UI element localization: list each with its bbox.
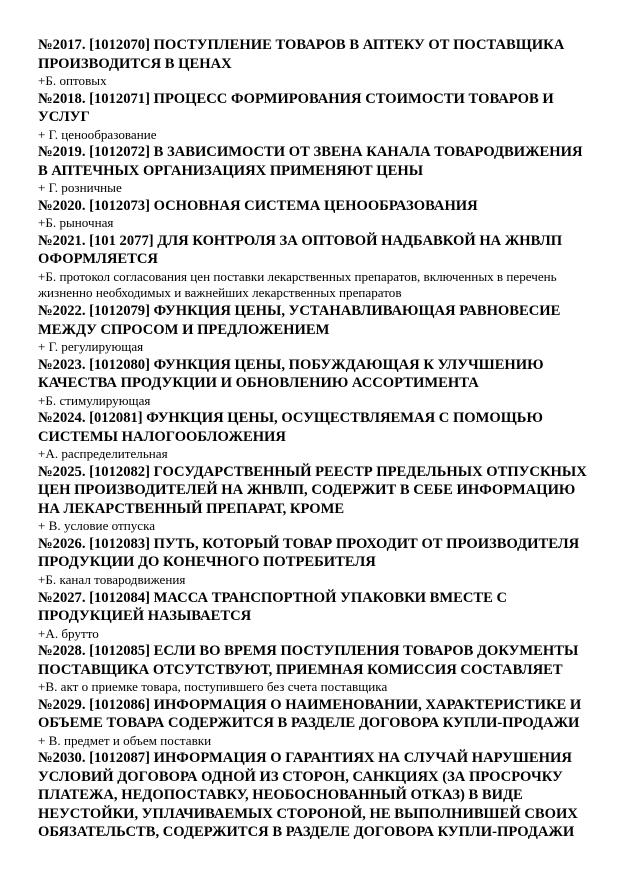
question-text: №2020. [1012073] ОСНОВНАЯ СИСТЕМА ЦЕНООБРАЗОВАНИЯ [38,197,478,214]
answer-text: + Г. розничные [38,180,122,196]
question-text: №2018. [1012071] ПРОЦЕСС ФОРМИРОВАНИЯ СТОИМОСТИ ТОВАРОВ И УСЛУГ [38,90,554,126]
answer-text: +Б. стимулирующая [38,392,151,408]
question-item [38,535,590,589]
question-item [38,197,590,232]
answer-text: +Б. протокол согласования цен поставки лекарственных препаратов, включенных в перечень жизненно необходимых и важнейших лекарственных препаратов [38,268,557,301]
question-text: №2024. [012081] ФУНКЦИЯ ЦЕНЫ, ОСУЩЕСТВЛЯЕМАЯ С ПОМОЩЬЮ СИСТЕМЫ НАЛОГООБЛОЖЕНИЯ [38,410,543,445]
answer-text: +А. распределительная [38,446,168,462]
question-item [38,749,590,842]
question-item [38,642,590,696]
document-page [38,36,590,842]
question-text: №2026. [1012083] ПУТЬ, КОТОРЫЙ ТОВАР ПРОХОДИТ ОТ ПРОИЗВОДИТЕЛЯ ПРОДУКЦИИ ДО КОНЕЧНОГО ПОТРЕБИТЕЛЯ [38,535,580,571]
question-text: №2023. [1012080] ФУНКЦИЯ ЦЕНЫ, ПОБУЖДАЮЩАЯ К УЛУЧШЕНИЮ КАЧЕСТВА ПРОДУКЦИИ И ОБНОВЛЕНИЮ АССОРТИМЕНТА [38,356,544,392]
answer-text: + В. предмет и объем поставки [38,732,212,748]
answer-text: + В. условие отпуска [38,518,156,534]
question-text: №2021. [101 2077] ДЛЯ КОНТРОЛЯ ЗА ОПТОВОЙ НАДБАВКОЙ НА ЖНВЛП ОФОРМЛЯЕТСЯ [38,232,563,268]
question-item [38,696,590,750]
question-item [38,302,590,356]
question-item [38,356,590,410]
question-text: №2022. [1012079] ФУНКЦИЯ ЦЕНЫ, УСТАНАВЛИВАЮЩАЯ РАВНОВЕСИЕ МЕЖДУ СПРОСОМ И ПРЕДЛОЖЕНИЕМ [38,303,561,338]
answer-text: +Б. рыночная [38,215,114,231]
question-item [38,232,590,302]
answer-text: + Г. регулирующая [38,339,144,355]
answer-text: +Б. канал товародвижения [38,571,186,587]
question-item [38,36,590,90]
question-text: №2030. [1012087] ИНФОРМАЦИЯ О ГАРАНТИЯХ НА СЛУЧАЙ НАРУШЕНИЯ УСЛОВИЙ ДОГОВОРА ОДНОЙ ИЗ СТОРОН, САНКЦИЯХ (ЗА ПРОСРОЧКУ ПЛАТЕЖА, НЕДОПОСТАВКУ, НЕОБОСНОВАННЫЙ ОТКАЗ) В ВИДЕ НЕУСТОЙКИ, УПЛАЧИВАЕМЫХ СТОРОНОЙ, НЕ ВЫПОЛНИВШЕЙ СВОИХ ОБЯЗАТЕЛЬСТВ, СОДЕРЖИТСЯ В РАЗДЕЛЕ ДОГОВОРА КУПЛИ-ПРОДАЖИ [38,750,578,841]
question-item [38,90,590,144]
question-item [38,589,590,643]
question-item [38,143,590,197]
question-text: №2028. [1012085] ЕСЛИ ВО ВРЕМЯ ПОСТУПЛЕНИЯ ТОВАРОВ ДОКУМЕНТЫ ПОСТАВЩИКА ОТСУТСТВУЮТ, ПРИЕМНАЯ КОМИССИЯ СОСТАВЛЯЕТ [38,643,579,678]
answer-text: +А. брутто [38,625,99,641]
question-item [38,463,590,535]
question-text: №2017. [1012070] ПОСТУПЛЕНИЕ ТОВАРОВ В АПТЕКУ ОТ ПОСТАВЩИКА ПРОИЗВОДИТСЯ В ЦЕНАХ [38,37,565,72]
question-text: №2019. [1012072] В ЗАВИСИМОСТИ ОТ ЗВЕНА КАНАЛА ТОВАРОДВИЖЕНИЯ В АПТЕЧНЫХ ОРГАНИЗАЦИЯХ ПРИМЕНЯЮТ ЦЕНЫ [38,144,583,179]
question-text: №2025. [1012082] ГОСУДАРСТВЕННЫЙ РЕЕСТР ПРЕДЕЛЬНЫХ ОТПУСКНЫХ ЦЕН ПРОИЗВОДИТЕЛЕЙ НА ЖНВЛП, СОДЕРЖИТ В СЕБЕ ИНФОРМАЦИЮ НА ЛЕКАРСТВЕННЫЙ ПРЕПАРАТ, КРОМЕ [38,463,587,517]
answer-text: + Г. ценообразование [38,126,157,142]
question-item [38,409,590,463]
answer-text: +Б. оптовых [38,73,107,88]
question-text: №2029. [1012086] ИНФОРМАЦИЯ О НАИМЕНОВАНИИ, ХАРАКТЕРИСТИКЕ И ОБЪЕМЕ ТОВАРА СОДЕРЖИТСЯ В РАЗДЕЛЕ ДОГОВОРА КУПЛИ-ПРОДАЖИ [38,696,582,732]
answer-text: +В. акт о приемке товара, поступившего без счета поставщика [38,679,388,695]
question-text: №2027. [1012084] МАССА ТРАНСПОРТНОЙ УПАКОВКИ ВМЕСТЕ С ПРОДУКЦИЕЙ НАЗЫВАЕТСЯ [38,589,508,625]
